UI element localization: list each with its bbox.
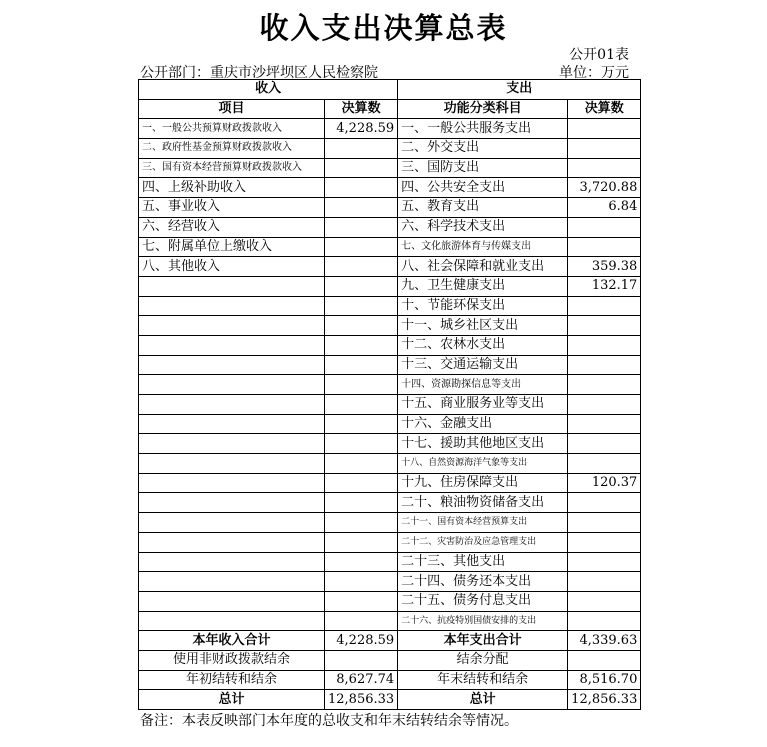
expense-item: 十五、商业服务业等支出 [398,395,568,415]
amount-header: 决算数 [325,99,398,119]
expense-item: 十七、援助其他地区支出 [398,434,568,454]
income-amount [325,316,398,336]
income-header: 收入 [139,80,398,100]
table-row [139,591,641,611]
expense-amount [568,139,641,159]
table-row [139,434,641,454]
income-amount [325,355,398,375]
summary-income-amount [325,650,398,670]
expense-amount [568,513,641,533]
section-header-row [139,80,641,100]
table-row [139,375,641,395]
income-item: 六、经营收入 [139,217,325,237]
table-row [139,257,641,277]
income-amount [325,257,398,277]
income-amount [325,178,398,198]
page-title: 收入支出决算总表 [259,11,508,45]
income-item [139,473,325,493]
summary-income-label: 年初结转和结余 [139,670,325,690]
income-item [139,513,325,533]
income-item [139,493,325,513]
summary-income-amount: 4,228.59 [325,631,398,651]
income-item [139,355,325,375]
income-amount [325,493,398,513]
expense-item: 十、节能环保支出 [398,296,568,316]
expense-amount [568,217,641,237]
income-amount [325,395,398,415]
table-row [139,611,641,631]
income-amount [325,591,398,611]
income-item [139,591,325,611]
expense-item: 二十二、灾害防治及应急管理支出 [398,532,568,552]
table-row [139,552,641,572]
income-amount [325,237,398,257]
expense-item: 二十六、抗疫特别国债安排的支出 [398,611,568,631]
income-amount [325,139,398,159]
summary-income-amount: 8,627.74 [325,670,398,690]
income-amount [325,473,398,493]
income-amount [325,572,398,592]
table-row [139,178,641,198]
income-amount: 4,228.59 [325,119,398,139]
income-amount [325,375,398,395]
expense-item: 二十三、其他支出 [398,552,568,572]
table-row [139,532,641,552]
table-row [139,296,641,316]
expense-item: 十九、住房保障支出 [398,473,568,493]
expense-amount [568,493,641,513]
expense-amount [568,237,641,257]
expense-item: 七、文化旅游体育与传媒支出 [398,237,568,257]
expense-item: 六、科学技术支出 [398,217,568,237]
expense-amount [568,119,641,139]
income-item [139,335,325,355]
income-amount [325,414,398,434]
expense-amount [568,335,641,355]
income-amount [325,276,398,296]
income-item: 八、其他收入 [139,257,325,277]
income-item [139,434,325,454]
expense-amount [568,552,641,572]
expense-amount: 132.17 [568,276,641,296]
table-row [139,454,641,474]
expense-item: 二十四、债务还本支出 [398,572,568,592]
summary-expense-amount [568,650,641,670]
income-amount [325,552,398,572]
expense-amount [568,414,641,434]
expense-item: 三、国防支出 [398,158,568,178]
expense-item: 十四、资源勘探信息等支出 [398,375,568,395]
summary-row [139,670,641,690]
expense-amount [568,316,641,336]
summary-income-amount: 12,856.33 [325,690,398,710]
income-item [139,454,325,474]
income-item [139,414,325,434]
income-amount [325,158,398,178]
amount2-header: 决算数 [568,99,641,119]
footnote: 备注：本表反映部门本年度的总收支和年末结转结余等情况。 [140,713,518,729]
func-header: 功能分类科目 [398,99,568,119]
expense-amount [568,591,641,611]
expense-amount [568,434,641,454]
income-item [139,611,325,631]
table-row [139,198,641,218]
expense-amount: 120.37 [568,473,641,493]
expense-item: 二十五、债务付息支出 [398,591,568,611]
item-header: 项目 [139,99,325,119]
expense-item: 二、外交支出 [398,139,568,159]
summary-row [139,650,641,670]
income-item: 一、一般公共预算财政拨款收入 [139,119,325,139]
table-code: 公开01表 [569,47,629,63]
expense-item: 十一、城乡社区支出 [398,316,568,336]
unit-label: 单位：万元 [559,65,629,81]
summary-expense-label: 本年支出合计 [398,631,568,651]
summary-expense-label: 结余分配 [398,650,568,670]
table-row [139,139,641,159]
income-item [139,552,325,572]
table-row [139,158,641,178]
expense-amount [568,296,641,316]
income-amount [325,296,398,316]
expense-item: 四、公共安全支出 [398,178,568,198]
table-row [139,217,641,237]
column-header-row [139,99,641,119]
income-item [139,572,325,592]
expense-item: 一、一般公共服务支出 [398,119,568,139]
table-row [139,316,641,336]
expense-header: 支出 [398,80,641,100]
summary-expense-amount: 4,339.63 [568,631,641,651]
table-row [139,395,641,415]
expense-item: 十二、农林水支出 [398,335,568,355]
expense-item: 二十、粮油物资储备支出 [398,493,568,513]
income-amount [325,434,398,454]
summary-income-label: 本年收入合计 [139,631,325,651]
expense-amount [568,572,641,592]
expense-item: 十三、交通运输支出 [398,355,568,375]
summary-expense-label: 总计 [398,690,568,710]
expense-amount [568,158,641,178]
income-item: 二、政府性基金预算财政拨款收入 [139,139,325,159]
expense-amount [568,532,641,552]
expense-amount: 6.84 [568,198,641,218]
expense-amount [568,454,641,474]
expense-item: 十八、自然资源海洋气象等支出 [398,454,568,474]
income-item: 五、事业收入 [139,198,325,218]
expense-item: 十六、金融支出 [398,414,568,434]
income-amount [325,454,398,474]
table-row [139,473,641,493]
expense-item: 二十一、国有资本经营预算支出 [398,513,568,533]
income-item: 四、上级补助收入 [139,178,325,198]
income-item [139,395,325,415]
table-row [139,572,641,592]
income-amount [325,611,398,631]
table-row [139,414,641,434]
income-item [139,316,325,336]
income-item: 七、附属单位上缴收入 [139,237,325,257]
expense-item: 八、社会保障和就业支出 [398,257,568,277]
income-item [139,375,325,395]
expense-item: 五、教育支出 [398,198,568,218]
income-amount [325,335,398,355]
income-item [139,296,325,316]
income-amount [325,217,398,237]
expense-amount: 3,720.88 [568,178,641,198]
income-item [139,532,325,552]
table-row [139,276,641,296]
expense-amount [568,395,641,415]
expense-item: 九、卫生健康支出 [398,276,568,296]
expense-amount [568,611,641,631]
summary-row [139,631,641,651]
income-item: 三、国有资本经营预算财政拨款收入 [139,158,325,178]
expense-amount [568,375,641,395]
income-amount [325,513,398,533]
table-row [139,513,641,533]
expense-amount [568,355,641,375]
table-row [139,355,641,375]
income-amount [325,532,398,552]
department-label: 公开部门：重庆市沙坪坝区人民检察院 [140,65,378,81]
summary-expense-amount: 12,856.33 [568,690,641,710]
summary-income-label: 使用非财政拨款结余 [139,650,325,670]
income-item [139,276,325,296]
table-row [139,335,641,355]
budget-table [138,79,641,710]
table-row [139,493,641,513]
summary-expense-amount: 8,516.70 [568,670,641,690]
income-amount [325,198,398,218]
summary-income-label: 总计 [139,690,325,710]
summary-expense-label: 年末结转和结余 [398,670,568,690]
summary-row [139,690,641,710]
table-row [139,237,641,257]
table-row [139,119,641,139]
expense-amount: 359.38 [568,257,641,277]
